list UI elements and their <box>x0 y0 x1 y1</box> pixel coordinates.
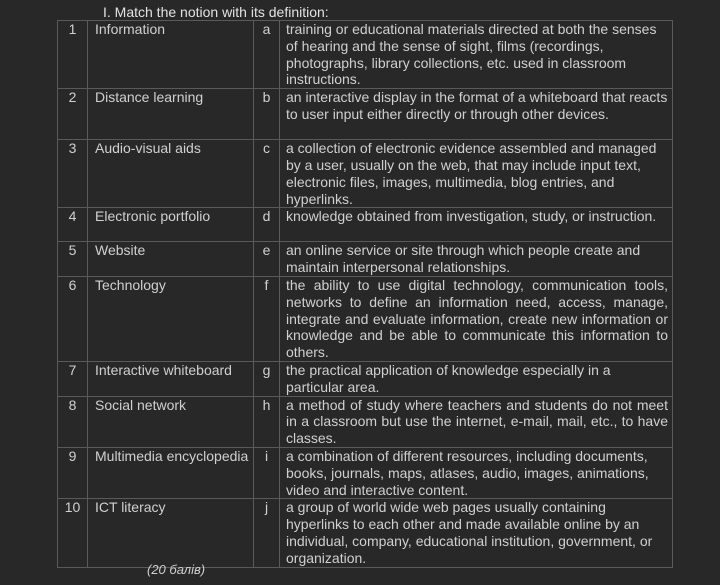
definition-letter: e <box>254 242 280 277</box>
row-number: 9 <box>58 447 88 498</box>
table-row <box>58 140 673 208</box>
exercise-title: I. Match the notion with its definition: <box>103 4 329 20</box>
definition-cell: a combination of different resources, including documents, books, journals, maps, atlases, audio, images, animations, video and interactive content. <box>280 447 673 498</box>
notion-cell: Website <box>88 242 254 277</box>
table-row <box>58 396 673 447</box>
definition-cell: the ability to use digital technology, communication tools, networks to define an information need, access, manage, integrate and evaluate information, create new information or knowledge and be able to communicate this information to others. <box>280 276 673 361</box>
table-row <box>58 361 673 396</box>
notion-cell: ICT literacy <box>88 499 254 567</box>
definition-letter: f <box>254 276 280 361</box>
definition-cell: the practical application of knowledge especially in a particular area. <box>280 361 673 396</box>
notion-cell: Multimedia encyclopedia <box>88 447 254 498</box>
table-row <box>58 242 673 277</box>
notion-cell: Electronic portfolio <box>88 208 254 242</box>
definition-cell: a method of study where teachers and students do not meet in a classroom but use the internet, e-mail, mail, etc., to have classes. <box>280 396 673 447</box>
row-number: 7 <box>58 361 88 396</box>
table-row <box>58 89 673 140</box>
row-number: 1 <box>58 21 88 89</box>
definition-cell: knowledge obtained from investigation, study, or instruction. <box>280 208 673 242</box>
notion-cell: Distance learning <box>88 89 254 140</box>
definition-letter: i <box>254 447 280 498</box>
row-number: 2 <box>58 89 88 140</box>
notion-cell: Interactive whiteboard <box>88 361 254 396</box>
definition-cell: a group of world wide web pages usually containing hyperlinks to each other and made available online by an individual, company, educational institution, government, or organization. <box>280 499 673 567</box>
definition-letter: d <box>254 208 280 242</box>
points-note: (20 балів) <box>147 562 206 577</box>
notion-cell: Technology <box>88 276 254 361</box>
notion-cell: Social network <box>88 396 254 447</box>
definition-letter: c <box>254 140 280 208</box>
table-row <box>58 21 673 89</box>
definition-letter: h <box>254 396 280 447</box>
row-number: 5 <box>58 242 88 277</box>
definition-cell: an online service or site through which people create and maintain interpersonal relationships. <box>280 242 673 277</box>
definition-letter: b <box>254 89 280 140</box>
table-row <box>58 276 673 361</box>
table-row <box>58 208 673 242</box>
notion-cell: Audio-visual aids <box>88 140 254 208</box>
row-number: 6 <box>58 276 88 361</box>
definition-cell: training or educational materials directed at both the senses of hearing and the sense of sight, films (recordings, photographs, library collections, etc. used in classroom instructions. <box>280 21 673 89</box>
matching-table <box>57 20 673 568</box>
definition-letter: j <box>254 499 280 567</box>
notion-cell: Information <box>88 21 254 89</box>
row-number: 4 <box>58 208 88 242</box>
row-number: 8 <box>58 396 88 447</box>
row-number: 10 <box>58 499 88 567</box>
definition-letter: g <box>254 361 280 396</box>
definition-letter: a <box>254 21 280 89</box>
definition-cell: a collection of electronic evidence assembled and managed by a user, usually on the web, that may include input text, electronic files, images, multimedia, blog entries, and hyperlinks. <box>280 140 673 208</box>
definition-cell: an interactive display in the format of a whiteboard that reacts to user input either directly or through other devices. <box>280 89 673 140</box>
table-row <box>58 447 673 498</box>
row-number: 3 <box>58 140 88 208</box>
table-row <box>58 499 673 567</box>
